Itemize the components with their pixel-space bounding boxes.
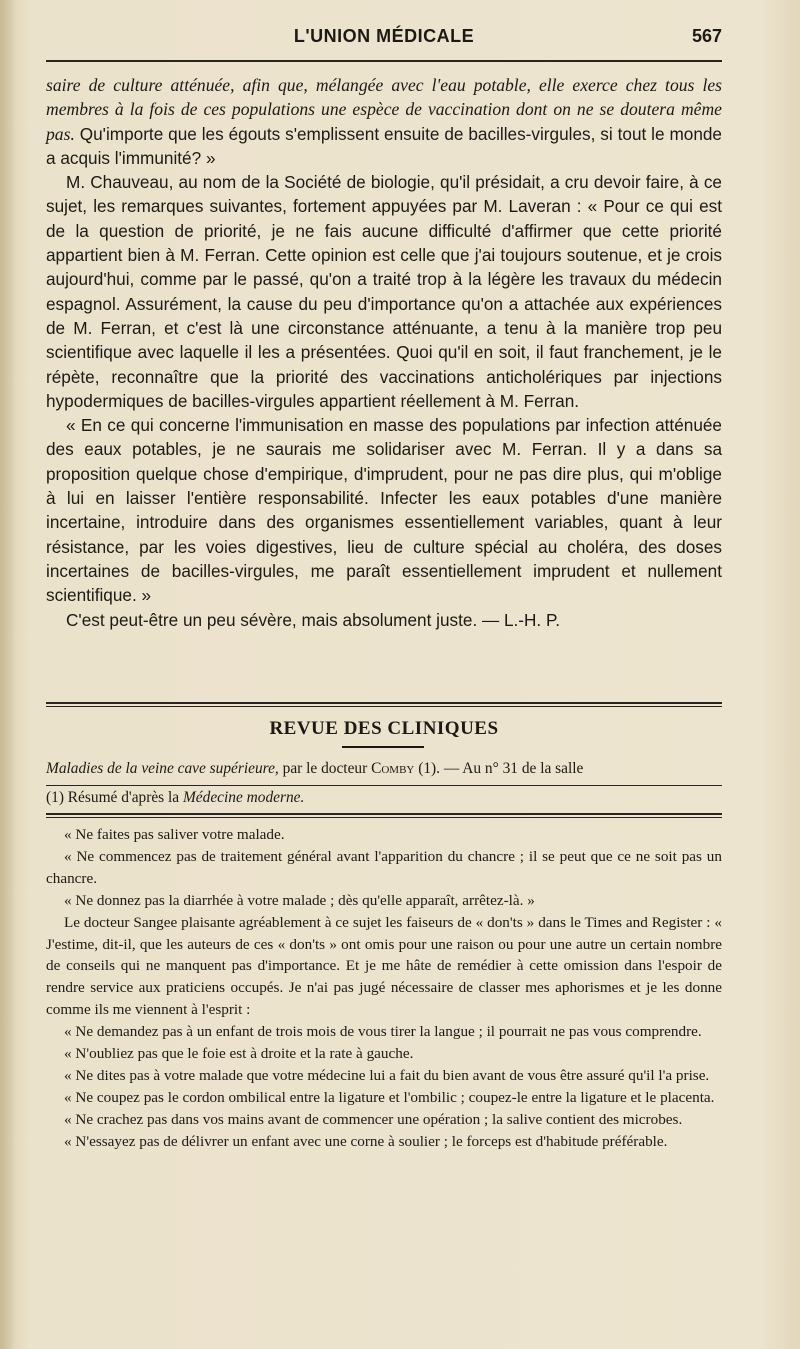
footnote: [46, 789, 722, 807]
page-number: 567: [691, 26, 722, 46]
aphorism-9: « N'essayez pas de délivrer un enfant avec une corne à soulier ; le forceps est d'habitude préférable.: [64, 1132, 668, 1150]
header-rule: [46, 60, 722, 62]
article-text: [46, 73, 722, 632]
running-header: [46, 26, 722, 56]
subhead-author: Comby: [371, 760, 415, 777]
subhead-italic: Maladies de la veine cave supérieure,: [46, 760, 279, 777]
subhead-by: par le docteur: [278, 760, 372, 777]
section-title: REVUE DES CLINIQUES: [269, 718, 499, 739]
footnote-rule-bottom: [46, 813, 722, 815]
footnote-rule-bottom-thin: [46, 817, 722, 818]
aphorism-3: « Ne donnez pas la diarrhée à votre malade ; dès qu'elle apparaît, arrêtez-là. »: [64, 891, 535, 909]
section-title-bar: [342, 746, 424, 748]
lead-paragraph: [46, 73, 722, 170]
paragraph-2: « En ce qui concerne l'immunisation en masse des populations par infection atténuée des eaux potables, je ne saurais me solidariser avec M. Ferran. Il y a dans sa proposition quelque chose d'empirique, d'imprudent, pour ne pas dire plus, qui m'oblige à lui en laisser l'entière responsabilité. Infecter les eaux potables d'une manière incertaine, introduire dans des organismes essentiellement variables, quant à leur résistance, par les voies digestives, lieu de culture spécial au choléra, des doses incertaines de bacilles-virgules, me paraît essentiellement imprudent et nullement scientifique. »: [46, 415, 722, 606]
aphorism-2: « Ne commencez pas de traitement général avant l'apparition du chancre ; il se peut que ce ne soit pas un chancre.: [46, 847, 722, 887]
section-rule-top-thin: [46, 706, 722, 707]
footnote-prefix: (1) Résumé d'après la: [46, 789, 183, 806]
lead-rest: Qu'importe que les égouts s'emplissent ensuite de bacilles-virgules, si tout le monde a acquis l'immunité? »: [46, 123, 722, 168]
aphorisms-text: [46, 824, 722, 1153]
journal-title: L'UNION MÉDICALE: [293, 26, 475, 46]
aphorism-6: « Ne dites pas à votre malade que votre médecine lui a fait du bien avant de vous être assuré qu'il l'a prise.: [64, 1066, 710, 1084]
subhead-rest: (1). — Au n° 31 de la salle: [414, 760, 584, 777]
footnote-italic: Médecine moderne.: [182, 789, 305, 806]
aphorism-4: « Ne demandez pas à un enfant de trois mois de vous tirer la langue ; il pourrait ne pas vous comprendre.: [64, 1023, 702, 1041]
footnote-rule: [46, 785, 722, 786]
aphorism-5: « N'oubliez pas que le foie est à droite et la rate à gauche.: [64, 1045, 414, 1063]
aphorism-1: « Ne faites pas saliver votre malade.: [64, 826, 285, 843]
lead-italic: saire de culture atténuée, afin que, mélangée avec l'eau potable, elle exerce chez tous les membres à la fois de ces populations une espèce de vaccination dont on ne se doutera même pas.: [46, 75, 722, 144]
aphorism-8: « Ne crachez pas dans vos mains avant de commencer une opération ; la salive contient des microbes.: [64, 1110, 683, 1128]
aphorism-7: « Ne coupez pas le cordon ombilical entre la ligature et l'ombilic ; coupez-le entre la ligature et le placenta.: [64, 1088, 715, 1106]
binding-shadow: [0, 0, 16, 1349]
clinic-subhead: [46, 760, 722, 778]
paragraph-3: C'est peut-être un peu sévère, mais absolument juste. — L.-H. P.: [66, 609, 561, 630]
paragraph-1: M. Chauveau, au nom de la Société de biologie, qu'il présidait, a cru devoir faire, à ce sujet, les remarques suivantes, fortement appuyées par M. Laveran : « Pour ce qui est de la question de priorité, je ne fais aucune difficulté d'affirmer que cette priorité appartient bien à M. Ferran. Cette opinion est celle que j'ai toujours soutenue, et je crois aujourd'hui, comme par le passé, qu'on a traité trop à la légère les travaux du médecin espagnol. Assurément, la cause du peu d'importance qu'on a attachée aux expériences de M. Ferran, et c'est là une circonstance atténuante, a tenu à la manière trop peu scientifique avec laquelle il les a présentées. Quoi qu'il en soit, il faut franchement, je le répète, reconnaître que la priorité des vaccinations anticholériques par injections hypodermiques de bacilles-virgules appartient réellement à M. Ferran.: [46, 172, 722, 411]
sangee-paragraph: Le docteur Sangee plaisante agréablement à ce sujet les faiseurs de « don'ts » dans le Times and Register : « J'estime, dit-il, que les auteurs de ces « don'ts » ont omis pour une raison ou pour une autre un certain nombre de conseils qui ne manquent pas d'importance. Et je me hâte de remédier à cette omission dans l'espoir de rendre service aux praticiens occupés. Je n'ai pas jugé nécessaire de classer mes aphorismes et je les donne comme ils me viennent à l'esprit :: [46, 913, 722, 1019]
section-rule-top: [46, 702, 722, 704]
